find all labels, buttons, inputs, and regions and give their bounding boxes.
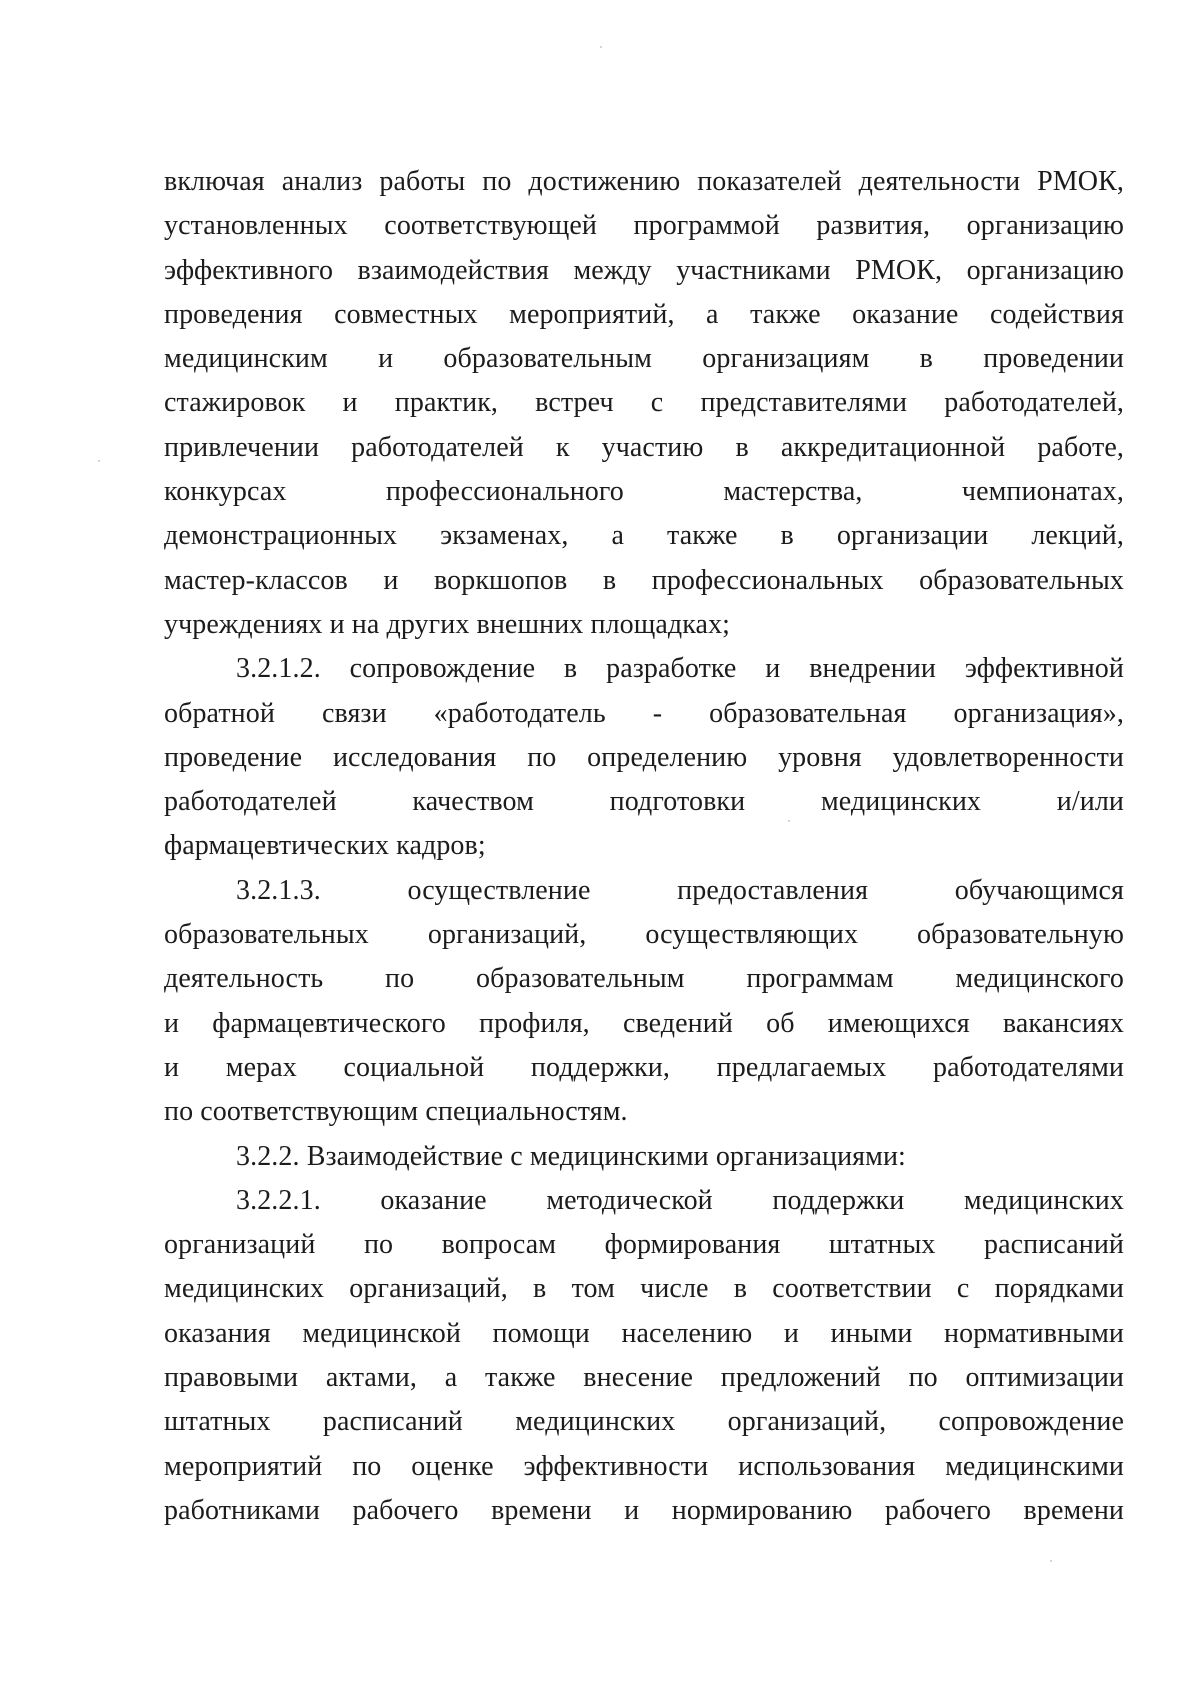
text-line: и фармацевтического профиля, сведений об имеющихся вакансиях xyxy=(164,1007,1124,1039)
text-line: проведения совместных мероприятий, а также оказание содействия xyxy=(164,298,1124,330)
document-body xyxy=(164,160,1124,1533)
text-line: организаций по вопросам формирования штатных расписаний xyxy=(164,1229,1124,1261)
text-line: штатных расписаний медицинских организаций, сопровождение xyxy=(164,1406,1124,1438)
text-line: 3.2.1.3. осуществление предоставления обучающимся xyxy=(236,874,1124,906)
text-line: образовательных организаций, осуществляющих образовательную xyxy=(164,919,1124,951)
text-line: включая анализ работы по достижению показателей деятельности РМОК, xyxy=(164,166,1124,197)
text-line: учреждениях и на других внешних площадках; xyxy=(164,608,731,640)
text-line: деятельность по образовательным программам медицинского xyxy=(164,963,1124,995)
text-line: медицинским и образовательным организациям в проведении xyxy=(164,343,1124,375)
scan-speck xyxy=(1050,1560,1052,1562)
text-line: проведение исследования по определению уровня удовлетворенности xyxy=(164,741,1124,773)
section-heading-line: 3.2.2. Взаимодействие с медицинскими организациями: xyxy=(236,1140,906,1172)
text-line: мастер-классов и воркшопов в профессиональных образовательных xyxy=(164,564,1124,596)
scan-speck xyxy=(98,460,100,462)
text-line: 3.2.2.1. оказание методической поддержки медицинских xyxy=(236,1184,1124,1216)
text-line: 3.2.1.2. сопровождение в разработке и внедрении эффективной xyxy=(236,653,1124,685)
text-line: работодателей качеством подготовки медицинских и/или xyxy=(164,786,1124,818)
text-line: демонстрационных экзаменах, а также в организации лекций, xyxy=(164,520,1124,552)
text-line: установленных соответствующей программой развития, организацию xyxy=(164,210,1124,242)
text-line: мероприятий по оценке эффективности использования медицинскими xyxy=(164,1450,1124,1482)
text-line: работниками рабочего времени и нормированию рабочего времени xyxy=(164,1494,1124,1526)
text-line: оказания медицинской помощи населению и иными нормативными xyxy=(164,1317,1124,1349)
text-line: медицинских организаций, в том числе в соответствии с порядками xyxy=(164,1273,1124,1305)
text-line: фармацевтических кадров; xyxy=(164,830,486,862)
text-line: правовыми актами, а также внесение предложений по оптимизации xyxy=(164,1362,1124,1394)
text-line: обратной связи «работодатель - образовательная организация», xyxy=(164,697,1124,729)
text-line: привлечении работодателей к участию в аккредитационной работе, xyxy=(164,431,1124,463)
text-line: конкурсах профессионального мастерства, чемпионатах, xyxy=(164,476,1124,508)
scan-speck xyxy=(600,46,602,48)
text-line: и мерах социальной поддержки, предлагаемых работодателями xyxy=(164,1051,1124,1083)
text-line: стажировок и практик, встреч с представителями работодателей, xyxy=(164,387,1124,419)
text-line: по соответствующим специальностям. xyxy=(164,1096,628,1128)
text-line: эффективного взаимодействия между участниками РМОК, организацию xyxy=(164,254,1124,286)
